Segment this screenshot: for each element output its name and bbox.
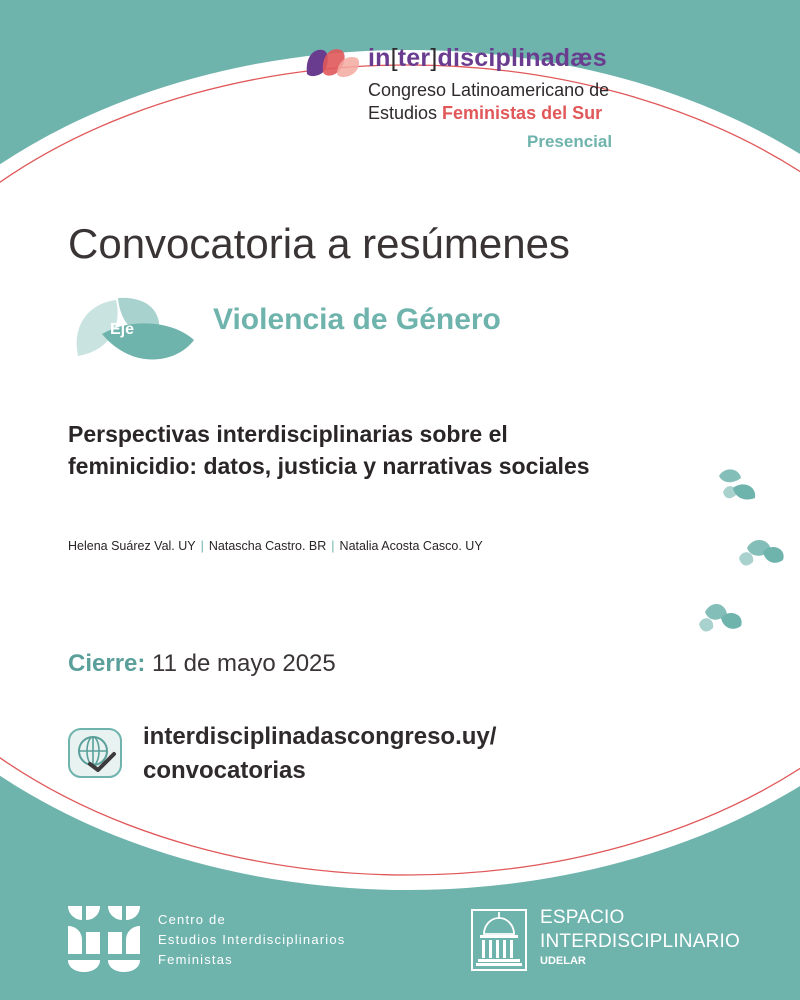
brand-name	[368, 44, 607, 73]
author-name: Natascha Castro. BR	[208, 539, 327, 553]
espacio-line2: INTERDISCIPLINARIO	[540, 931, 740, 952]
website-url-line2[interactable]: convocatorias	[143, 757, 306, 784]
petals-decoration-icon	[695, 462, 795, 652]
deadline-label: Cierre:	[68, 650, 146, 677]
espacio-line3: UDELAR	[540, 955, 586, 967]
brand-middle: ter	[397, 44, 431, 72]
brand-prefix: in	[368, 44, 391, 72]
congress-subtitle-line2	[368, 103, 602, 124]
brand-suffix: disciplinadæs	[437, 44, 607, 72]
deadline-value: 11 de mayo 2025	[152, 650, 336, 677]
cei-name	[158, 910, 346, 970]
espacio-name	[540, 906, 740, 967]
subtitle-plain: Estudios	[368, 103, 443, 123]
panel-title-line1: Perspectivas interdisciplinarias sobre el	[68, 421, 508, 447]
brand-bracket-open: [	[390, 44, 398, 72]
brand-logo-icon	[303, 44, 363, 78]
cei-logo-icon	[66, 902, 142, 974]
udelar-building-icon	[470, 908, 528, 972]
brand-bracket-close: ]	[430, 44, 438, 72]
website-link[interactable]	[143, 720, 496, 788]
axis-label: Eje	[110, 321, 135, 338]
subtitle-accent: Feministas del Sur	[442, 103, 603, 123]
congress-subtitle-line1: Congreso Latinoamericano de	[368, 80, 610, 100]
cei-line3: Feministas	[158, 952, 233, 967]
deadline	[68, 650, 336, 678]
mode-badge: Presencial	[527, 132, 613, 151]
cei-line1: Centro de	[158, 912, 226, 927]
espacio-line1: ESPACIO	[540, 907, 625, 928]
authors-list	[68, 539, 483, 553]
panel-title-line2: feminicidio: datos, justicia y narrativas sociales	[68, 453, 590, 479]
cei-line2: Estudios Interdisciplinarios	[158, 932, 346, 947]
page-title: Convocatoria a resúmenes	[68, 220, 570, 267]
author-name: Natalia Acosta Casco. UY	[339, 539, 483, 553]
author-separator: |	[331, 539, 335, 553]
author-name: Helena Suárez Val. UY	[68, 539, 196, 553]
globe-check-icon	[66, 726, 124, 780]
leaf-emblem-icon	[72, 294, 197, 370]
axis-title: Violencia de Género	[213, 303, 501, 336]
website-url-line1[interactable]: interdisciplinadascongreso.uy/	[143, 723, 497, 750]
author-separator: |	[200, 539, 204, 553]
panel-title	[68, 418, 708, 482]
